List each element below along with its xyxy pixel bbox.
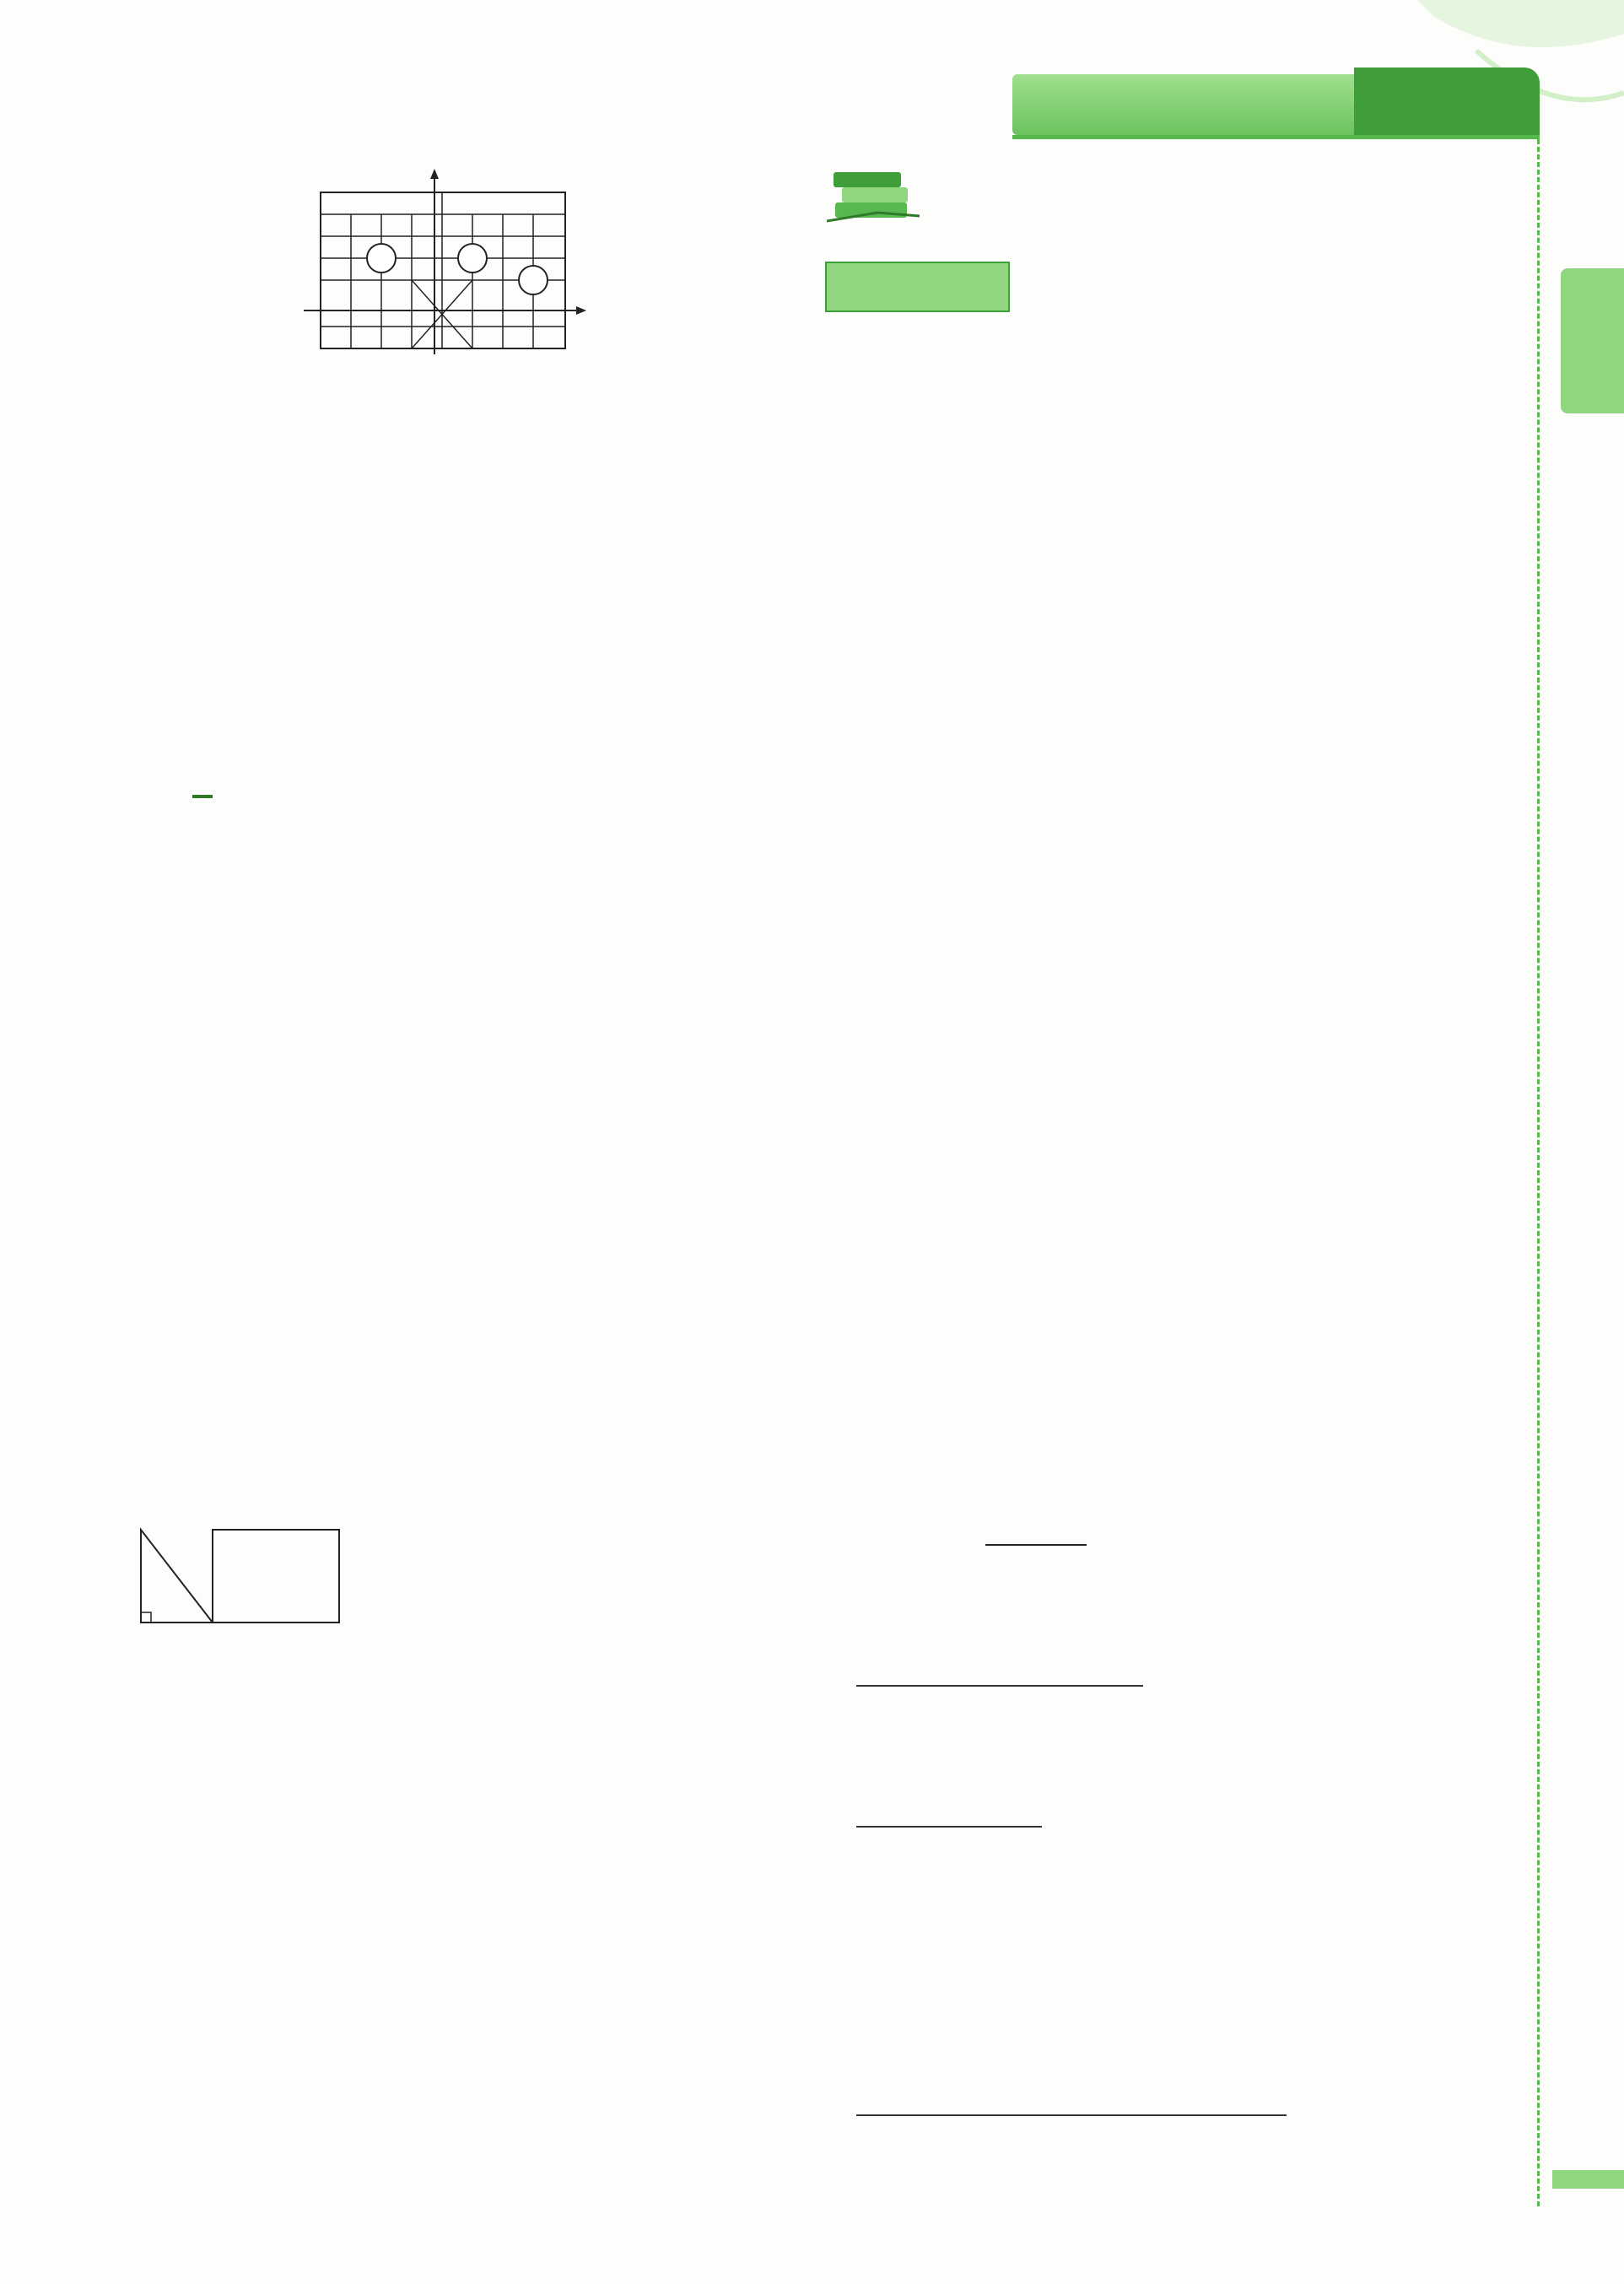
header-part-bar: [1354, 67, 1540, 137]
function-graph-a: [367, 1417, 578, 1586]
chess-board-figure: [299, 160, 599, 363]
example2-badge: [192, 795, 213, 798]
q5-answer: [856, 1826, 1042, 1828]
triangle-rectangle-figure: [122, 1498, 367, 1687]
q6-line-4: [856, 2082, 1287, 2129]
subject-tab: [1561, 268, 1624, 413]
books-icon: [827, 162, 920, 229]
q5-line-2: [856, 1793, 1042, 1840]
page-number-bar: [1552, 2170, 1624, 2189]
number-line-d: [1101, 1045, 1346, 1154]
q4-answer-line: [856, 1652, 1143, 1699]
example2-line-1: [192, 764, 228, 811]
q4-numerator: [985, 1544, 1087, 1546]
header-section-bar: [1012, 74, 1354, 135]
subtitle-box: [825, 262, 1010, 312]
margin-dashed-line: [1537, 139, 1540, 2206]
number-line-a: [852, 911, 1029, 1021]
function-graph-c: [367, 1579, 578, 1748]
number-line-b: [1135, 911, 1312, 1021]
function-graph-b: [574, 1417, 785, 1586]
q4-fraction: [985, 1544, 1087, 1546]
number-line-c: [852, 1045, 1029, 1154]
q4-answer: [856, 1685, 1143, 1687]
q6-answer: [856, 2114, 1287, 2116]
function-graph-d: [574, 1579, 785, 1748]
header-underline: [1012, 135, 1540, 139]
